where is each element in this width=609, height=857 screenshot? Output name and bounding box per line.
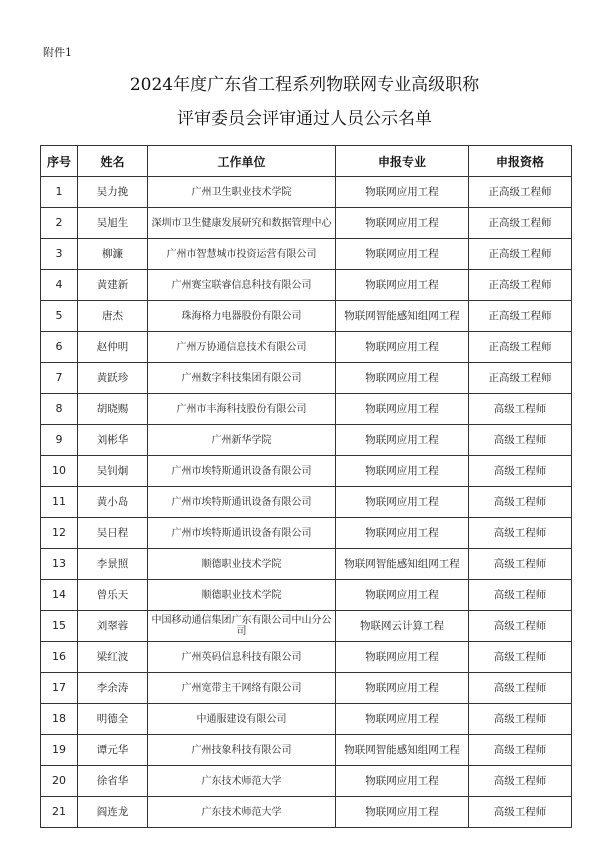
cell-name: 黄建新 xyxy=(78,270,148,301)
document-title-line2: 评审委员会评审通过人员公示名单 xyxy=(177,109,432,129)
cell-major: 物联网应用工程 xyxy=(336,208,469,239)
cell-unit: 广州英码信息科技有限公司 xyxy=(148,642,336,673)
cell-unit: 广州新华学院 xyxy=(148,425,336,456)
cell-major: 物联网应用工程 xyxy=(336,239,469,270)
cell-seq: 1 xyxy=(41,177,78,208)
cell-name: 吴力挽 xyxy=(78,177,148,208)
table-row xyxy=(41,456,572,487)
table-row xyxy=(41,394,572,425)
cell-qualification: 高级工程师 xyxy=(469,611,572,642)
cell-unit: 顺德职业技术学院 xyxy=(148,580,336,611)
table-row xyxy=(41,518,572,549)
cell-seq: 8 xyxy=(41,394,78,425)
header-qualification: 申报资格 xyxy=(469,146,572,177)
cell-name: 胡晓赐 xyxy=(78,394,148,425)
cell-name: 吴旭生 xyxy=(78,208,148,239)
cell-name: 阎连龙 xyxy=(78,797,148,828)
cell-name: 李余涛 xyxy=(78,673,148,704)
cell-name: 柳濂 xyxy=(78,239,148,270)
cell-seq: 2 xyxy=(41,208,78,239)
cell-seq: 12 xyxy=(41,518,78,549)
cell-name: 刘彬华 xyxy=(78,425,148,456)
cell-name: 吴日程 xyxy=(78,518,148,549)
cell-qualification: 正高级工程师 xyxy=(469,270,572,301)
cell-seq: 14 xyxy=(41,580,78,611)
header-unit: 工作单位 xyxy=(148,146,336,177)
cell-major: 物联网应用工程 xyxy=(336,487,469,518)
header-major: 申报专业 xyxy=(336,146,469,177)
cell-qualification: 正高级工程师 xyxy=(469,363,572,394)
cell-unit: 广州宽带主干网络有限公司 xyxy=(148,673,336,704)
cell-seq: 19 xyxy=(41,735,78,766)
cell-unit: 广州万协通信息技术有限公司 xyxy=(148,332,336,363)
cell-name: 黄跃珍 xyxy=(78,363,148,394)
cell-qualification: 高级工程师 xyxy=(469,425,572,456)
cell-major: 物联网应用工程 xyxy=(336,332,469,363)
cell-seq: 3 xyxy=(41,239,78,270)
table-row xyxy=(41,177,572,208)
table-row xyxy=(41,332,572,363)
cell-qualification: 正高级工程师 xyxy=(469,332,572,363)
cell-qualification: 高级工程师 xyxy=(469,518,572,549)
cell-qualification: 正高级工程师 xyxy=(469,301,572,332)
cell-major: 物联网应用工程 xyxy=(336,673,469,704)
cell-unit: 广州市埃特斯通讯设备有限公司 xyxy=(148,487,336,518)
cell-seq: 16 xyxy=(41,642,78,673)
cell-seq: 17 xyxy=(41,673,78,704)
cell-qualification: 高级工程师 xyxy=(469,704,572,735)
cell-unit: 广州市埃特斯通讯设备有限公司 xyxy=(148,456,336,487)
cell-qualification: 高级工程师 xyxy=(469,642,572,673)
roster-table xyxy=(40,145,572,828)
cell-major: 物联网应用工程 xyxy=(336,394,469,425)
table-row xyxy=(41,425,572,456)
cell-qualification: 高级工程师 xyxy=(469,580,572,611)
cell-seq: 13 xyxy=(41,549,78,580)
cell-unit: 广州赛宝联睿信息科技有限公司 xyxy=(148,270,336,301)
cell-major: 物联网应用工程 xyxy=(336,518,469,549)
attachment-label: 附件1 xyxy=(43,46,72,59)
cell-qualification: 高级工程师 xyxy=(469,394,572,425)
cell-major: 物联网应用工程 xyxy=(336,363,469,394)
cell-seq: 9 xyxy=(41,425,78,456)
cell-qualification: 高级工程师 xyxy=(469,797,572,828)
cell-seq: 11 xyxy=(41,487,78,518)
cell-major: 物联网应用工程 xyxy=(336,580,469,611)
cell-qualification: 正高级工程师 xyxy=(469,239,572,270)
cell-name: 黄小岛 xyxy=(78,487,148,518)
header-name: 姓名 xyxy=(78,146,148,177)
cell-unit: 珠海格力电器股份有限公司 xyxy=(148,301,336,332)
table-row xyxy=(41,239,572,270)
table-row xyxy=(41,642,572,673)
cell-major: 物联网应用工程 xyxy=(336,704,469,735)
cell-unit: 顺德职业技术学院 xyxy=(148,549,336,580)
table-row xyxy=(41,797,572,828)
cell-major: 物联网应用工程 xyxy=(336,766,469,797)
table-row xyxy=(41,270,572,301)
cell-name: 曾乐天 xyxy=(78,580,148,611)
table-row xyxy=(41,735,572,766)
cell-seq: 4 xyxy=(41,270,78,301)
cell-name: 赵仲明 xyxy=(78,332,148,363)
cell-major: 物联网智能感知组网工程 xyxy=(336,735,469,766)
cell-unit: 广东技术师范大学 xyxy=(148,766,336,797)
table-row xyxy=(41,673,572,704)
table-row xyxy=(41,363,572,394)
cell-seq: 20 xyxy=(41,766,78,797)
cell-seq: 15 xyxy=(41,611,78,642)
table-row xyxy=(41,301,572,332)
cell-major: 物联网智能感知组网工程 xyxy=(336,301,469,332)
table-header-row xyxy=(41,146,572,177)
cell-major: 物联网应用工程 xyxy=(336,642,469,673)
cell-qualification: 高级工程师 xyxy=(469,766,572,797)
table-body xyxy=(41,177,572,828)
cell-unit: 中通服建设有限公司 xyxy=(148,704,336,735)
cell-qualification: 高级工程师 xyxy=(469,735,572,766)
table-row xyxy=(41,487,572,518)
cell-major: 物联网应用工程 xyxy=(336,456,469,487)
cell-name: 李景照 xyxy=(78,549,148,580)
document-title-line1: 2024年度广东省工程系列物联网专业高级职称 xyxy=(129,75,480,95)
cell-qualification: 正高级工程师 xyxy=(469,208,572,239)
cell-major: 物联网智能感知组网工程 xyxy=(336,549,469,580)
table-row xyxy=(41,611,572,642)
cell-unit: 广东技术师范大学 xyxy=(148,797,336,828)
cell-qualification: 高级工程师 xyxy=(469,549,572,580)
cell-seq: 10 xyxy=(41,456,78,487)
table-row xyxy=(41,208,572,239)
cell-major: 物联网应用工程 xyxy=(336,425,469,456)
table-row xyxy=(41,766,572,797)
cell-name: 唐杰 xyxy=(78,301,148,332)
table-row xyxy=(41,580,572,611)
cell-seq: 21 xyxy=(41,797,78,828)
header-seq: 序号 xyxy=(41,146,78,177)
table-row xyxy=(41,704,572,735)
cell-name: 刘翠蓉 xyxy=(78,611,148,642)
cell-qualification: 高级工程师 xyxy=(469,487,572,518)
cell-name: 谭元华 xyxy=(78,735,148,766)
cell-major: 物联网应用工程 xyxy=(336,797,469,828)
cell-name: 梁红波 xyxy=(78,642,148,673)
cell-unit: 广州市埃特斯通讯设备有限公司 xyxy=(148,518,336,549)
cell-seq: 18 xyxy=(41,704,78,735)
cell-seq: 6 xyxy=(41,332,78,363)
table-row xyxy=(41,549,572,580)
cell-name: 吴钊炯 xyxy=(78,456,148,487)
cell-unit: 中国移动通信集团广东有限公司中山分公司 xyxy=(148,611,336,642)
cell-qualification: 高级工程师 xyxy=(469,456,572,487)
cell-unit: 广州市丰海科技股份有限公司 xyxy=(148,394,336,425)
cell-seq: 7 xyxy=(41,363,78,394)
cell-unit: 广州市智慧城市投资运营有限公司 xyxy=(148,239,336,270)
cell-qualification: 高级工程师 xyxy=(469,673,572,704)
cell-major: 物联网云计算工程 xyxy=(336,611,469,642)
cell-name: 徐省华 xyxy=(78,766,148,797)
cell-unit: 深圳市卫生健康发展研究和数据管理中心 xyxy=(148,208,336,239)
cell-unit: 广州数字科技集团有限公司 xyxy=(148,363,336,394)
cell-unit: 广州卫生职业技术学院 xyxy=(148,177,336,208)
cell-qualification: 正高级工程师 xyxy=(469,177,572,208)
cell-name: 明德全 xyxy=(78,704,148,735)
cell-seq: 5 xyxy=(41,301,78,332)
cell-unit: 广州技象科技有限公司 xyxy=(148,735,336,766)
cell-major: 物联网应用工程 xyxy=(336,270,469,301)
cell-major: 物联网应用工程 xyxy=(336,177,469,208)
